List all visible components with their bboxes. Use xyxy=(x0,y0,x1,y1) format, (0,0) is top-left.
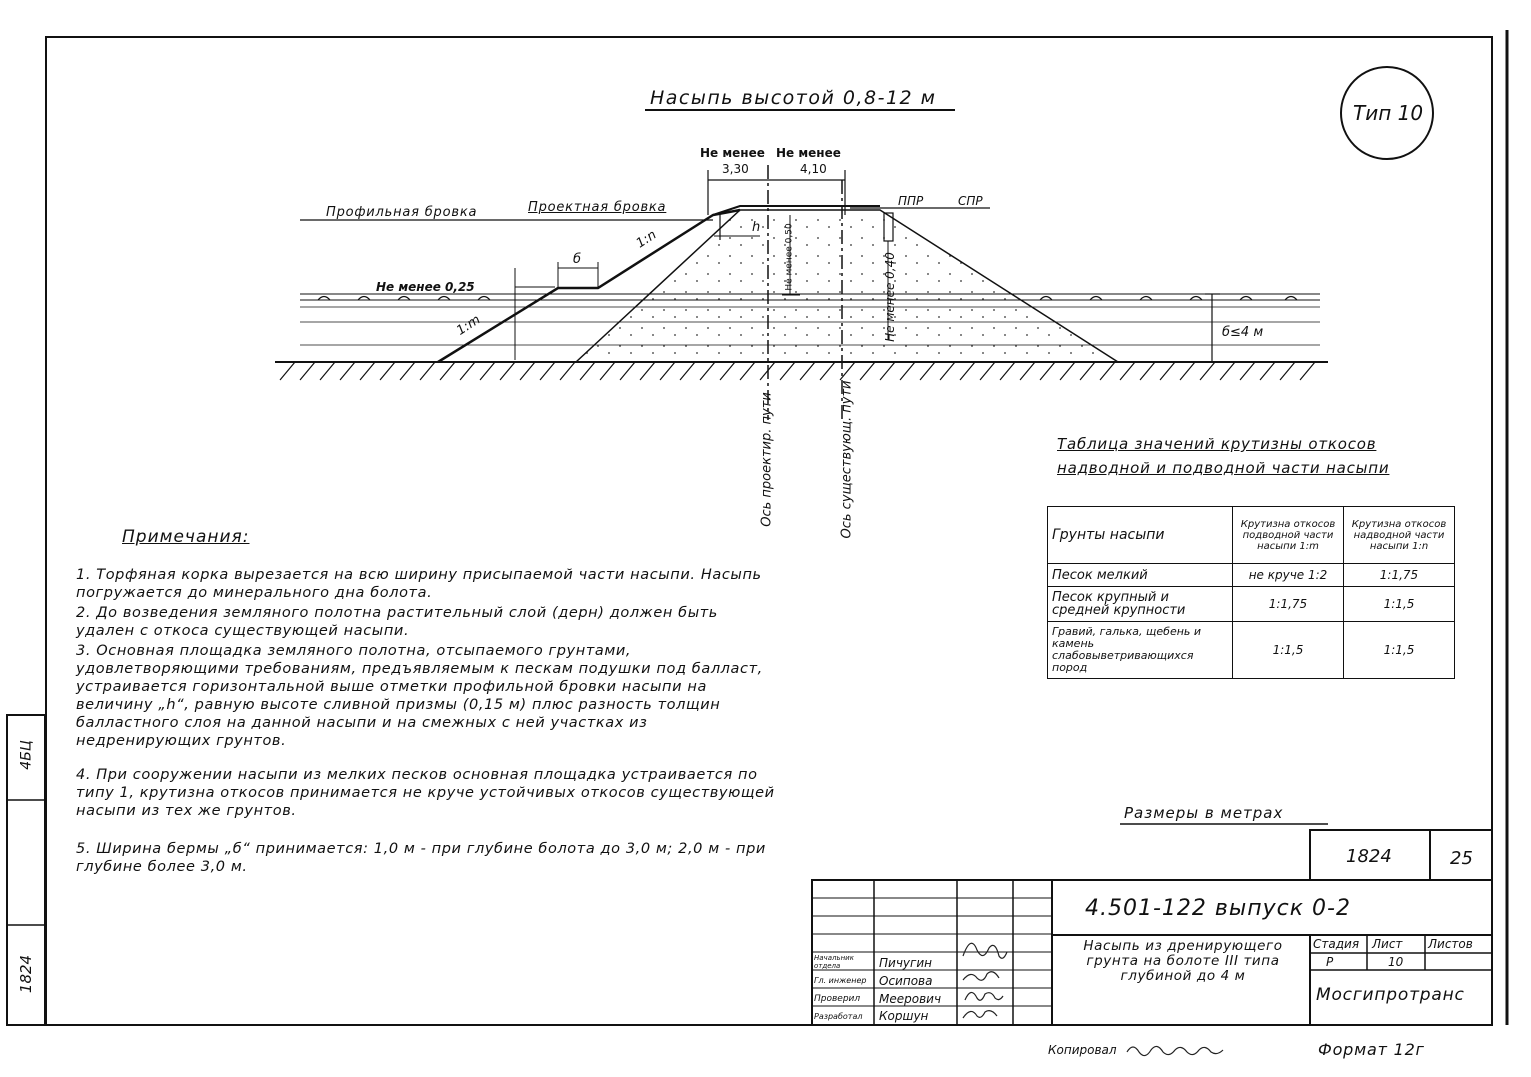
min-040-label: Не менее 0,40 xyxy=(882,252,897,342)
slope-n-label: 1:n xyxy=(633,227,660,252)
slope-m-label: 1:m xyxy=(453,312,484,339)
table-cell: Песок мелкий xyxy=(1048,564,1233,587)
document-number: 4.501-122 выпуск 0-2 xyxy=(1085,896,1351,921)
top-dim-label-left: Не менее xyxy=(700,146,765,160)
table-cell: 1:1,75 xyxy=(1233,587,1344,622)
min-vertical-label: Не менее 0,50 xyxy=(784,223,795,291)
profile-edge-label: Профильная бровка xyxy=(326,205,478,220)
notes-title: Примечания: xyxy=(122,527,250,547)
drawing-name: Насыпь из дренирующего грунта на болоте III типа глубиной до 4 м xyxy=(1083,938,1283,984)
note-item-4: 4. При сооружении насыпи из мелких песков основная площадка устраивается по типу 1, крутизна откосов принимается не круче устойчивых откосов существующей насыпи из тех же грунтов. xyxy=(76,767,775,819)
table-title-line1: Таблица значений крутизны откосов xyxy=(1057,435,1377,453)
dimensions-note: Размеры в метрах xyxy=(1124,804,1284,822)
copied-label: Копировал xyxy=(1048,1043,1117,1057)
stage-header: Стадия xyxy=(1313,937,1360,951)
table-cell: Гравий, галька, щебень и камень слабовыветривающихся пород xyxy=(1048,622,1233,679)
margin-top-code: 4БЦ xyxy=(18,740,35,770)
axis-design-label: Ось проектир. пути xyxy=(759,392,775,527)
top-dim-right-value: 4,10 xyxy=(800,162,827,176)
table-header-cell: Грунты насыпи xyxy=(1048,507,1233,564)
top-dim-label-right: Не менее xyxy=(776,146,841,160)
berm-b-label: б xyxy=(573,252,582,267)
design-edge-label: Проектная бровка xyxy=(528,200,667,215)
organization: Мосгипротранс xyxy=(1316,985,1465,1005)
table-header-cell: Крутизна откосов надводной части насыпи 1:n xyxy=(1344,507,1455,564)
drawing-title: Насыпь высотой 0,8-12 м xyxy=(650,87,937,109)
note-item-2: 2. До возведения земляного полотна растительный слой (дерн) должен быть удален с откоса существующей насыпи. xyxy=(76,605,718,639)
copier-signature xyxy=(1125,1038,1245,1060)
role-4: Разработал xyxy=(814,1012,863,1021)
format-label: Формат 12г xyxy=(1318,1040,1425,1059)
name-1: Пичугин xyxy=(879,956,932,970)
table-cell: 1:1,75 xyxy=(1344,564,1455,587)
table-cell: 1:1,5 xyxy=(1233,622,1344,679)
axis-existing-label: Ось существующ. пути xyxy=(839,380,855,539)
code-top: 1824 xyxy=(1346,846,1392,867)
table-header-cell: Крутизна откосов подводной части насыпи 1:m xyxy=(1233,507,1344,564)
h-label: h xyxy=(752,220,761,235)
note-item-1: 1. Торфяная корка вырезается на всю ширину присыпаемой части насыпи. Насыпь погружается до минерального дна болота. xyxy=(76,567,762,601)
role-2: Гл. инженер xyxy=(814,976,867,985)
table-title-line2: надводной и подводной части насыпи xyxy=(1057,459,1390,477)
ground-hatching xyxy=(280,362,1315,380)
role-3: Проверил xyxy=(814,994,861,1004)
spr-label: СПР xyxy=(958,194,983,208)
slope-table xyxy=(1047,506,1455,679)
table-cell: не круче 1:2 xyxy=(1233,564,1344,587)
sheet-number: 25 xyxy=(1450,848,1473,869)
sheet-value: 10 xyxy=(1388,955,1404,969)
name-2: Осипова xyxy=(879,974,933,988)
role-1: Начальник отдела xyxy=(814,954,854,970)
table-row xyxy=(1048,622,1455,679)
note-item-3: 3. Основная площадка земляного полотна, отсыпаемого грунтами, удовлетворяющими требованиям, предъявляемым к пескам подушки под балласт, устраивается горизонтальной выше отметки профильной бровки насыпи на величину „h“, равную высоте сливной призмы (0,15 м) плюс разность толщин балластного слоя на данной насыпи и на смежных с ней участках из недренирующих грунтов. xyxy=(76,643,763,749)
min-025-label: Не менее 0,25 xyxy=(376,280,475,294)
table-cell: Песок крупный и средней крупности xyxy=(1048,587,1233,622)
name-4: Коршун xyxy=(879,1009,929,1023)
margin-bottom-code: 1824 xyxy=(17,954,36,994)
note-item-5: 5. Ширина бермы „б“ принимается: 1,0 м - при глубине болота до 3,0 м; 2,0 м - при глубине более 3,0 м. xyxy=(76,841,766,875)
sheets-header: Листов xyxy=(1428,937,1473,951)
table-header-row xyxy=(1048,507,1455,564)
table-cell: 1:1,5 xyxy=(1344,587,1455,622)
existing-embankment xyxy=(576,210,1118,362)
sheet-header: Лист xyxy=(1372,937,1403,951)
table-cell: 1:1,5 xyxy=(1344,622,1455,679)
stage-value: Р xyxy=(1326,955,1334,969)
table-row xyxy=(1048,564,1455,587)
table-row xyxy=(1048,587,1455,622)
top-dim-left-value: 3,30 xyxy=(722,162,749,176)
ppr-label: ППР xyxy=(898,194,924,208)
type-label: Тип 10 xyxy=(1353,101,1424,125)
name-3: Меерович xyxy=(879,992,942,1006)
depth-label: б≤4 м xyxy=(1222,325,1264,340)
signatures xyxy=(957,934,1013,1024)
